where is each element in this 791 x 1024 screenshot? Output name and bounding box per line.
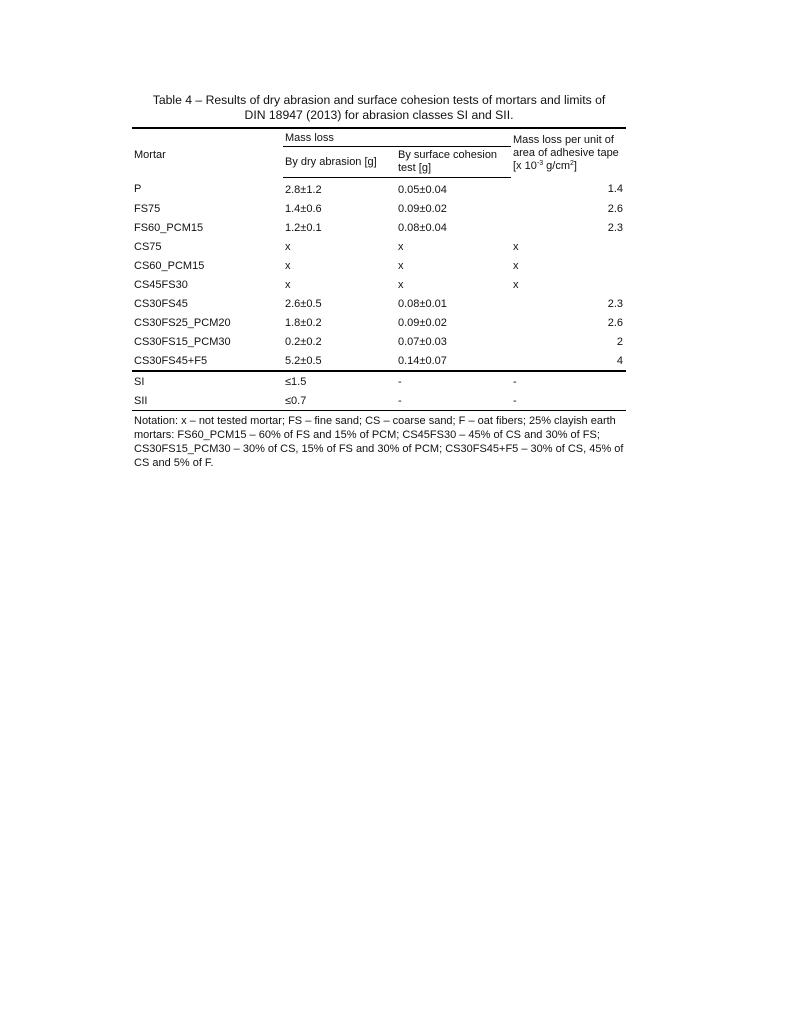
cell-mass-loss-per-area: 2.3 [607, 297, 623, 310]
table-row [132, 256, 626, 275]
cell-surface-cohesion: - [398, 375, 402, 388]
caption-line-2: DIN 18947 (2013) for abrasion classes SI and SII. [244, 108, 514, 122]
header-mortar: Mortar [132, 128, 283, 178]
cell-surface-cohesion: x [398, 259, 404, 272]
cell-surface-cohesion: 0.09±0.02 [398, 202, 447, 215]
cell-mortar: CS75 [134, 240, 162, 253]
header-surface-cohesion: By surface cohesion test [g] [396, 147, 511, 178]
cell-mortar: CS30FS45+F5 [132, 351, 283, 371]
cell-surface-cohesion: 0.07±0.03 [398, 335, 447, 348]
cell-mortar: SI [134, 375, 145, 388]
cell-mortar: FS60_PCM15 [134, 221, 204, 234]
cell-surface-cohesion: 0.05±0.04 [398, 183, 447, 196]
cell-dry-abrasion: x [285, 259, 291, 272]
cell-dry-abrasion: ≤1.5 [285, 375, 307, 388]
header-dry-abrasion: By dry abrasion [g] [283, 147, 396, 178]
cell-dry-abrasion: 2.6±0.5 [285, 297, 322, 310]
cell-mass-loss-per-area: x [513, 240, 519, 253]
table-row [132, 237, 626, 256]
cell-surface-cohesion: 0.09±0.02 [398, 316, 447, 329]
caption-line-1: Table 4 – Results of dry abrasion and surface cohesion tests of mortars and limits of [152, 93, 606, 107]
cell-dry-abrasion: 0.2±0.2 [285, 335, 322, 348]
cell-mortar: CS30FS25_PCM20 [134, 316, 231, 329]
cell-surface-cohesion: 0.08±0.04 [398, 221, 447, 234]
table-row [132, 275, 626, 294]
table-row [132, 218, 626, 237]
table-body-results [132, 178, 626, 372]
table-row [132, 199, 626, 218]
table-row [132, 351, 626, 371]
table-caption [132, 93, 626, 123]
cell-dry-abrasion: x [285, 240, 291, 253]
cell-mass-loss-per-area: 1.4 [607, 183, 623, 196]
cell-dry-abrasion: 1.2±0.1 [285, 221, 322, 234]
header-mass-loss: Mass loss [283, 128, 511, 147]
cell-mortar: CS60_PCM15 [134, 259, 205, 272]
cell-mortar: FS75 [134, 202, 161, 215]
cell-mortar: P [134, 183, 142, 196]
table-row [132, 294, 626, 313]
cell-mass-loss-per-area: - [513, 375, 517, 388]
cell-mass-loss-per-area: - [511, 391, 626, 411]
cell-mass-loss-per-area: x [513, 278, 519, 291]
cell-mass-loss-per-area: 2.6 [607, 316, 623, 329]
cell-dry-abrasion: 1.4±0.6 [285, 202, 322, 215]
table-row [132, 313, 626, 332]
cell-surface-cohesion: 0.14±0.07 [396, 351, 511, 371]
cell-dry-abrasion: 5.2±0.5 [283, 351, 396, 371]
table-row [132, 332, 626, 351]
cell-dry-abrasion: 2.8±1.2 [285, 183, 322, 196]
cell-mass-loss-per-area: x [513, 259, 519, 272]
cell-mortar: CS45FS30 [134, 278, 188, 291]
cell-dry-abrasion: 1.8±0.2 [285, 316, 322, 329]
notation-note: Notation: x – not tested mortar; FS – fine sand; CS – coarse sand; F – oat fibers; 25% clayish earth mortars: FS60_PCM15 – 60% of FS and 15% of PCM; CS45FS30 – 45% of CS and 30% of FS; CS30FS15_PCM30 – 30% of CS, 15% of FS and 30% of PCM; CS30FS45+F5 – 30% of CS, 45% of CS and 5% of F. [134, 415, 624, 469]
cell-mortar: CS30FS45 [134, 297, 188, 310]
table-row [132, 391, 626, 411]
cell-surface-cohesion: - [396, 391, 511, 411]
cell-dry-abrasion: ≤0.7 [283, 391, 396, 411]
cell-surface-cohesion: x [398, 278, 404, 291]
table-header [132, 128, 626, 178]
results-table-container [132, 127, 626, 411]
cell-mass-loss-per-area: 2.3 [607, 221, 623, 234]
cell-surface-cohesion: 0.08±0.01 [398, 297, 447, 310]
table-row [132, 371, 626, 391]
cell-mortar: SII [132, 391, 283, 411]
cell-surface-cohesion: x [398, 240, 404, 253]
cell-dry-abrasion: x [285, 278, 291, 291]
header-mass-loss-per-area: Mass loss per unit of area of adhesive tape [x $10^{-3}$ $g/cm^2$] [511, 128, 626, 178]
cell-mass-loss-per-area: 2.6 [607, 202, 623, 215]
table-body-limits [132, 371, 626, 411]
results-table [132, 127, 626, 411]
cell-mass-loss-per-area: 4 [511, 351, 626, 371]
cell-mass-loss-per-area: 2 [616, 335, 623, 348]
cell-mortar: CS30FS15_PCM30 [134, 335, 231, 348]
table-row [132, 178, 626, 200]
